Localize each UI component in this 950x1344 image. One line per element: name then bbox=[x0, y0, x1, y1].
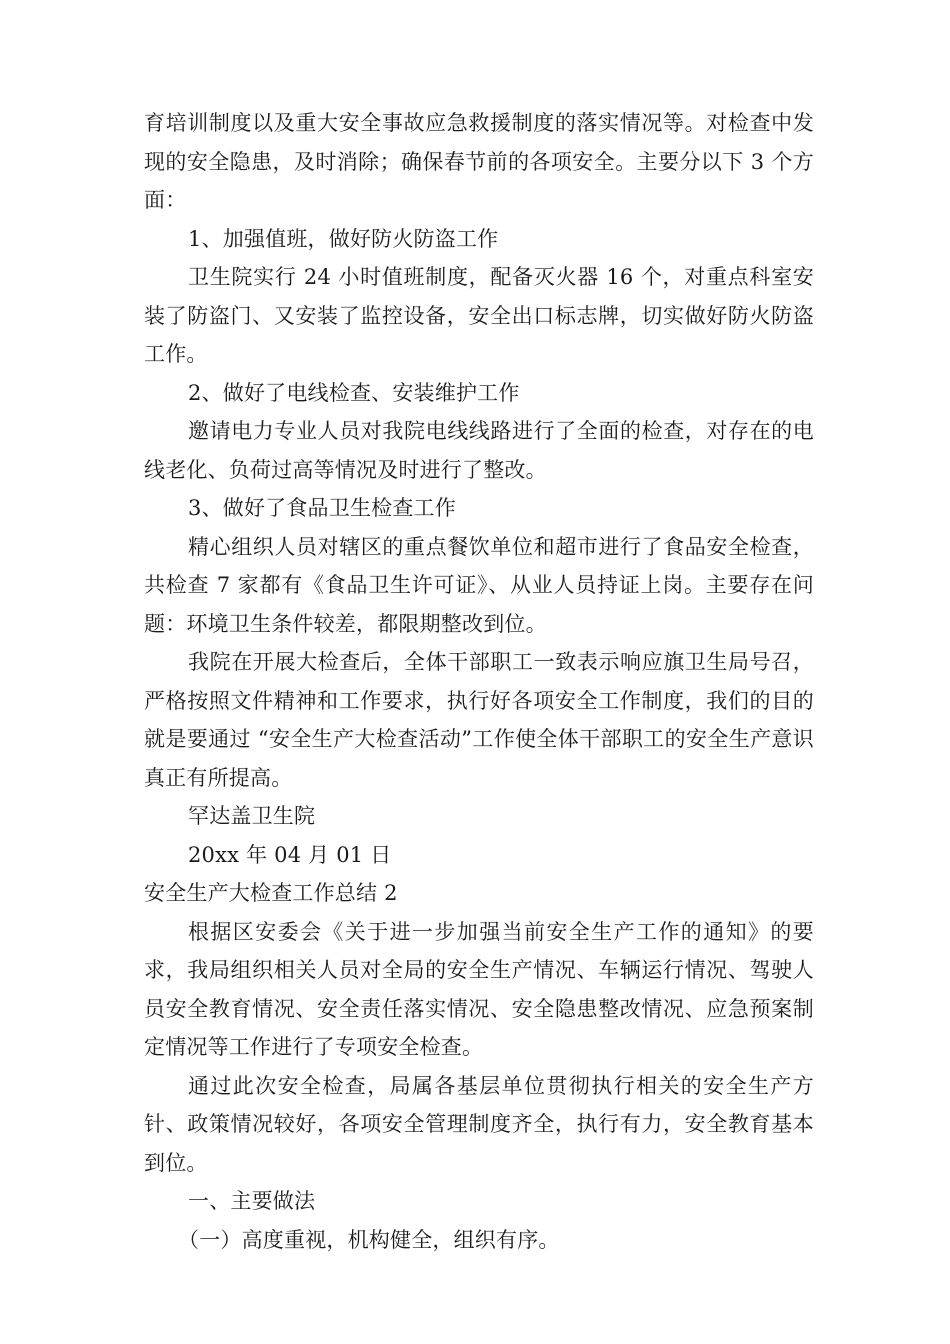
paragraph-conclusion: 我院在开展大检查后，全体干部职工一致表示响应旗卫生局号召，严格按照文件精神和工作要求，执行好各项安全工作制度，我们的目的就是要通过 “安全生产大检查活动”工作使全体干部职工的安全生产意识真正有所提高。 bbox=[144, 650, 814, 790]
paragraph-wiring: 邀请电力专业人员对我院电线线路进行了全面的检查，对存在的电线老化、负荷过高等情况及时进行了整改。 bbox=[144, 419, 814, 482]
section-heading-main-practices: 一、主要做法 bbox=[188, 1189, 316, 1213]
document-title-2: 安全生产大检查工作总结 2 bbox=[144, 881, 398, 905]
section-heading-duty: 1、加强值班，做好防火防盗工作 bbox=[188, 226, 499, 251]
paragraph-intro-2: 根据区安委会《关于进一步加强当前安全生产工作的通知》的要求，我局组织相关人员对全局的安全生产情况、车辆运行情况、驾驶人员安全教育情况、安全责任落实情况、安全隐患整改情况、应急预案制定情况等工作进行了专项安全检查。 bbox=[144, 919, 814, 1059]
paragraph-food: 精心组织人员对辖区的重点餐饮单位和超市进行了食品安全检查，共检查 7 家都有《食品卫生许可证》、从业人员持证上岗。主要存在问题：环境卫生条件较差，都限期整改到位。 bbox=[144, 534, 814, 636]
paragraph-duty: 卫生院实行 24 小时值班制度，配备灭火器 16 个，对重点科室安装了防盗门、又安装了监控设备，安全出口标志牌，切实做好防火防盗工作。 bbox=[144, 265, 814, 366]
document-body bbox=[144, 104, 814, 1259]
section-heading-wiring: 2、做好了电线检查、安装维护工作 bbox=[188, 380, 520, 405]
subsection-heading-1: （一）高度重视，机构健全，组织有序。 bbox=[178, 1227, 560, 1252]
paragraph-summary-2: 通过此次安全检查，局属各基层单位贯彻执行相关的安全生产方针、政策情况较好，各项安全管理制度齐全，执行有力，安全教育基本到位。 bbox=[144, 1073, 814, 1175]
paragraph-continuation: 育培训制度以及重大安全事故应急救援制度的落实情况等。对检查中发现的安全隐患，及时消除；确保春节前的各项安全。主要分以下 3 个方面： bbox=[144, 111, 814, 212]
signature-organization: 罕达盖卫生院 bbox=[188, 804, 316, 828]
section-heading-food: 3、做好了食品卫生检查工作 bbox=[188, 496, 456, 520]
signature-date: 20xx 年 04 月 01 日 bbox=[188, 842, 392, 867]
